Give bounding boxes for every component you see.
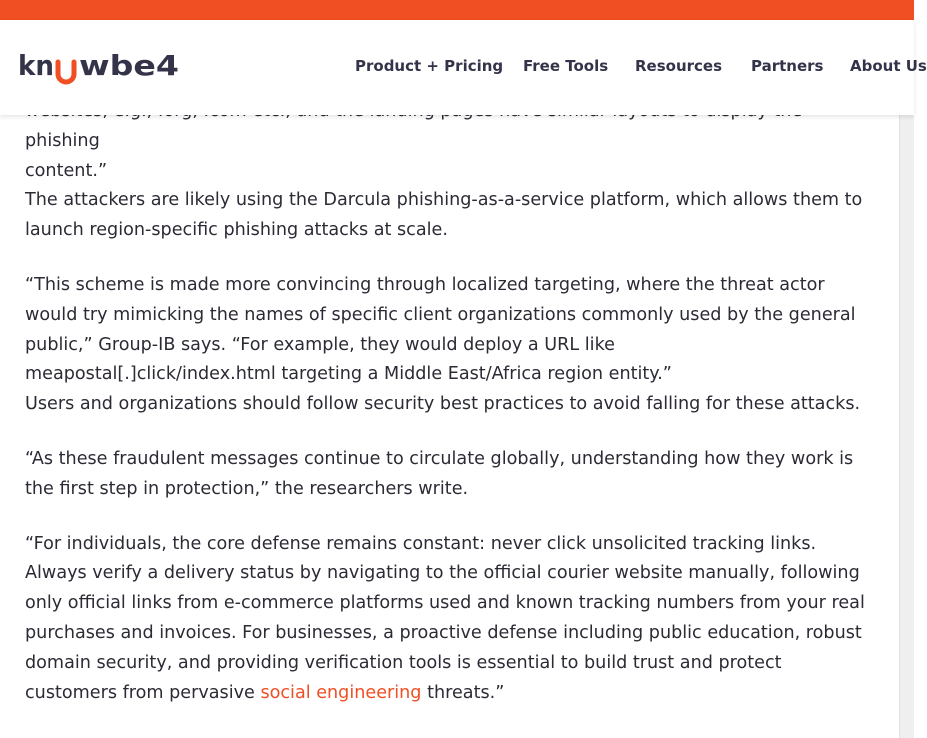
article-paragraph: Users and organizations should follow security best practices to avoid falling for these attacks. bbox=[25, 394, 861, 415]
article-paragraph: “As these fraudulent messages continue to circulate globally, understanding how they work is the first step in protection,” the researchers write. bbox=[25, 448, 854, 499]
partial-line: phishing bbox=[25, 130, 100, 151]
nav-item-partners[interactable]: Partners bbox=[751, 57, 824, 75]
article-body bbox=[25, 97, 870, 733]
top-announcement-bar bbox=[0, 0, 914, 20]
svg-text:wbe4: wbe4 bbox=[79, 49, 179, 82]
nav-item-free-tools[interactable]: Free Tools bbox=[523, 57, 609, 75]
nav-item-product-pricing[interactable]: Product + Pricing bbox=[355, 57, 504, 75]
page-scrollbar[interactable] bbox=[899, 115, 914, 738]
site-header bbox=[0, 20, 927, 115]
paragraph-text: threats.” bbox=[421, 682, 505, 703]
nav-item-resources[interactable]: Resources bbox=[635, 57, 723, 75]
knowbe4-logo[interactable] bbox=[18, 48, 182, 90]
social-engineering-link[interactable]: social engineering bbox=[260, 682, 422, 703]
nav-item-about-us[interactable]: About Us bbox=[850, 57, 927, 75]
logo-graphic bbox=[18, 48, 182, 86]
svg-text:kn: kn bbox=[18, 49, 54, 82]
article-paragraph: The attackers are likely using the Darcula phishing-as-a-service platform, which allows them to launch region-specific phishing attacks at scale. bbox=[25, 190, 863, 241]
article-paragraph bbox=[25, 530, 870, 709]
paragraph-text: “For individuals, the core defense remains constant: never click unsolicited tracking links. Always verify a delivery status by navigating to the official courier website manually, following only official links from e-commerce platforms used and known tracking numbers from your real purchases and invoices. For businesses, a proactive defense including public education, robust domain security, and providing verification tools is essential to build trust and protect customers from pervasive bbox=[25, 533, 865, 703]
article-paragraph: “This scheme is made more convincing through localized targeting, where the threat actor would try mimicking the names of specific client organizations commonly used by the general public,” Group-IB says. “For example, they would deploy a URL like meapostal[.]click/index.html targeting a Middle East/Africa region entity.” bbox=[25, 274, 856, 385]
paragraph-end: content.” bbox=[25, 160, 108, 181]
